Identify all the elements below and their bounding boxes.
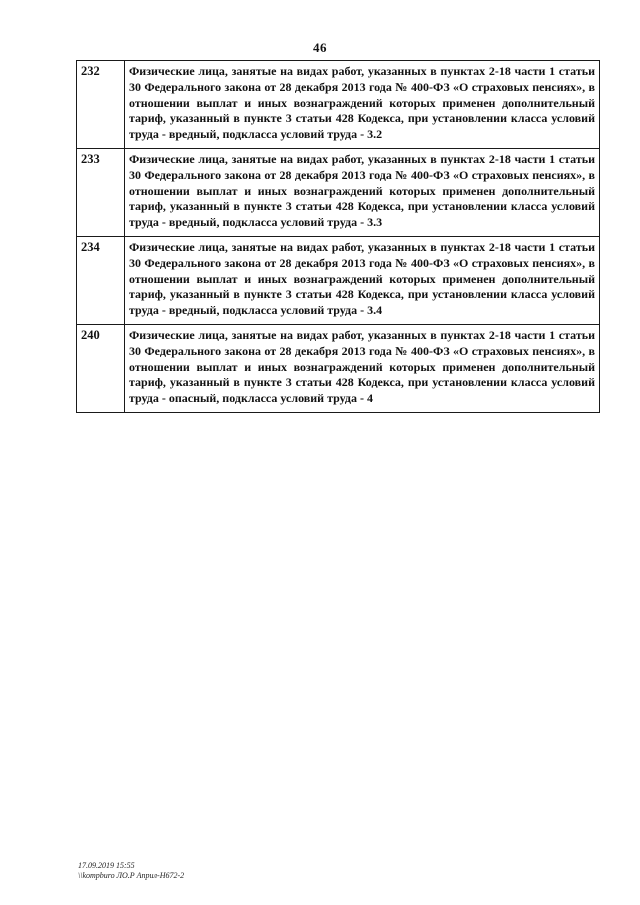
- footer-timestamp: 17.09.2019 15:55: [78, 861, 135, 870]
- document-footer-stamp: [78, 861, 184, 881]
- category-description-cell: Физические лица, занятые на видах работ, указанных в пунктах 2-18 части 1 статьи 30 Федерального закона от 28 декабря 2013 года № 400-ФЗ «О страховых пенсиях», в отношении выплат и иных вознаграждений которых применен дополнительный тариф, указанный в пункте 3 статьи 428 Кодекса, при установлении класса условий труда - опасный, подкласса условий труда - 4: [125, 324, 600, 412]
- page-number: 46: [313, 40, 327, 55]
- category-code-cell: 240: [77, 324, 125, 412]
- table-row: [77, 324, 600, 412]
- category-code-cell: 232: [77, 61, 125, 149]
- table-row: [77, 236, 600, 324]
- category-description-cell: Физические лица, занятые на видах работ, указанных в пунктах 2-18 части 1 статьи 30 Федерального закона от 28 декабря 2013 года № 400-ФЗ «О страховых пенсиях», в отношении выплат и иных вознаграждений которых применен дополнительный тариф, указанный в пункте 3 статьи 428 Кодекса, при установлении класса условий труда - вредный, подкласса условий труда - 3.4: [125, 236, 600, 324]
- category-code-cell: 234: [77, 236, 125, 324]
- category-codes-table: [76, 60, 600, 413]
- category-code-cell: 233: [77, 148, 125, 236]
- category-description-cell: Физические лица, занятые на видах работ, указанных в пунктах 2-18 части 1 статьи 30 Федерального закона от 28 декабря 2013 года № 400-ФЗ «О страховых пенсиях», в отношении выплат и иных вознаграждений которых применен дополнительный тариф, указанный в пункте 3 статьи 428 Кодекса, при установлении класса условий труда - вредный, подкласса условий труда - 3.2: [125, 61, 600, 149]
- table-row: [77, 148, 600, 236]
- footer-filepath: \\kompburo ЛО.Р Април-Н672-2: [78, 871, 185, 880]
- table-row: [77, 61, 600, 149]
- category-description-cell: Физические лица, занятые на видах работ, указанных в пунктах 2-18 части 1 статьи 30 Федерального закона от 28 декабря 2013 года № 400-ФЗ «О страховых пенсиях», в отношении выплат и иных вознаграждений которых применен дополнительный тариф, указанный в пункте 3 статьи 428 Кодекса, при установлении класса условий труда - вредный, подкласса условий труда - 3.3: [125, 148, 600, 236]
